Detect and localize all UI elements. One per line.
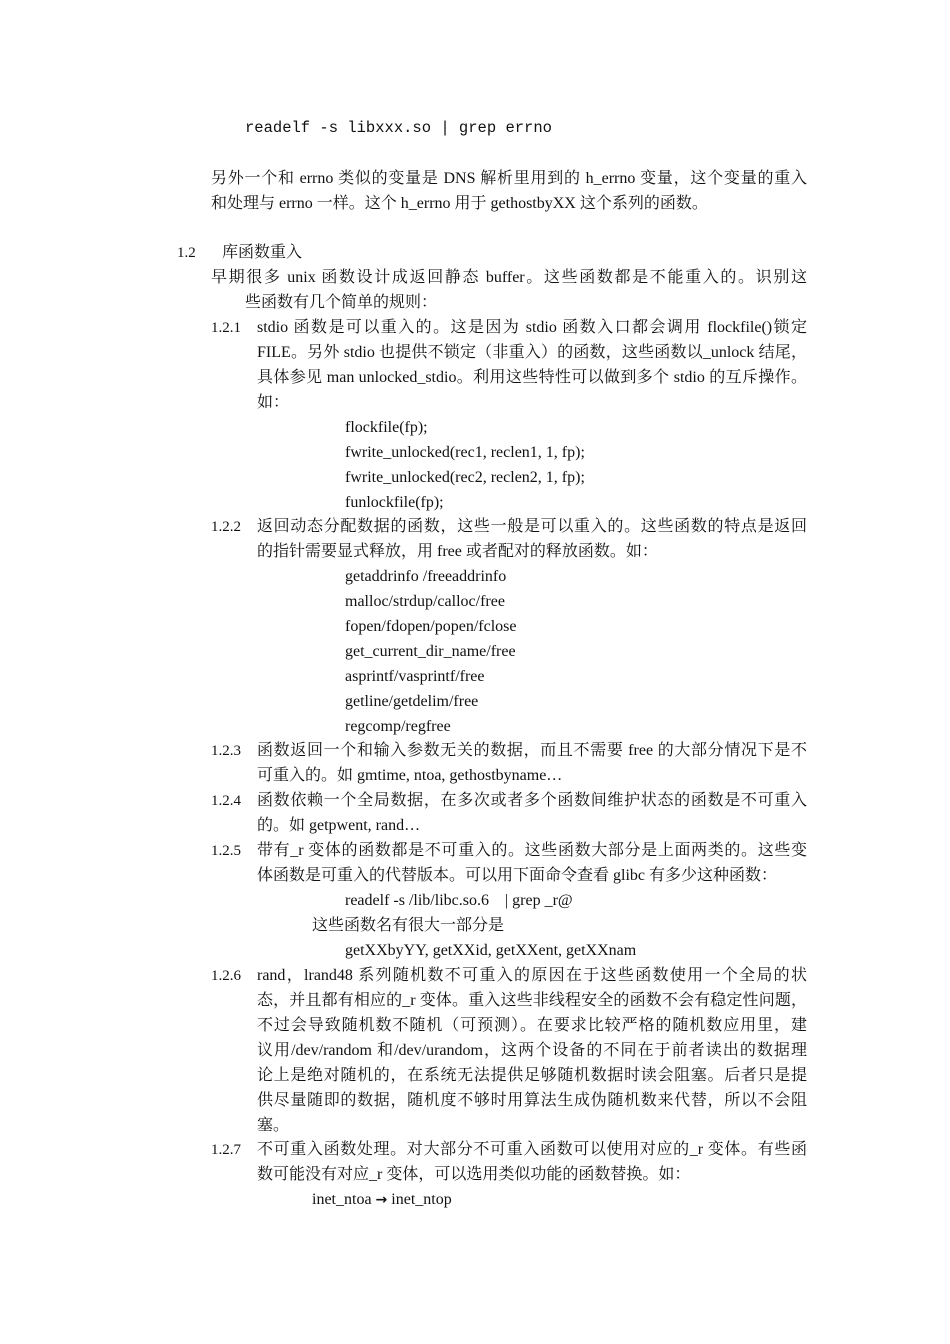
item-text-line: 议用/dev/random 和/dev/urandom，这两个设备的不同在于前者读出的数据理 bbox=[257, 1042, 807, 1059]
item-text-line: 返回动态分配数据的函数，这些一般是可以重入的。这些函数的特点是返回 bbox=[257, 518, 807, 535]
item-number: 1.2.1 bbox=[211, 320, 241, 336]
code-line: asprintf/vasprintf/free bbox=[345, 668, 485, 685]
section-lead-line-1: 早期很多 unix 函数设计成返回静态 buffer。这些函数都是不能重入的。识别这 bbox=[211, 269, 807, 286]
item-number: 1.2.2 bbox=[211, 519, 241, 535]
item-number: 1.2.7 bbox=[211, 1142, 241, 1158]
replacement-from: inet_ntoa bbox=[312, 1191, 372, 1208]
item-text-line: stdio 函数是可以重入的。这是因为 stdio 函数入口都会调用 flockfile()锁定 bbox=[257, 319, 807, 336]
item-text-line: 函数返回一个和输入参数无关的数据，而且不需要 free 的大部分情况下是不 bbox=[257, 742, 807, 759]
code-line: getline/getdelim/free bbox=[345, 693, 479, 710]
item-text-line: 的。如 getpwent, rand… bbox=[257, 817, 421, 834]
item-text-line: 如： bbox=[257, 394, 290, 411]
code-command: readelf -s libxxx.so | grep errno bbox=[245, 119, 552, 137]
intro-line-1: 另外一个和 errno 类似的变量是 DNS 解析里用到的 h_errno 变量，这个变量的重入 bbox=[211, 170, 807, 187]
item-text-line: 供尽量随即的数据，随机度不够时用算法生成伪随机数来代替，所以不会阻 bbox=[257, 1092, 807, 1109]
item-number: 1.2.4 bbox=[211, 793, 241, 809]
code-line: fopen/fdopen/popen/fclose bbox=[345, 618, 517, 635]
item-text-line: 可重入的。如 gmtime, ntoa, gethostbyname… bbox=[257, 767, 563, 784]
code-line: getXXbyYY, getXXid, getXXent, getXXnam bbox=[345, 942, 637, 959]
item-text-line: rand，lrand48 系列随机数不可重入的原因在于这些函数使用一个全局的状 bbox=[257, 967, 807, 984]
arrow-right-icon: → bbox=[375, 1192, 388, 1208]
item-text-line: 不过会导致随机数不随机（可预测）。在要求比较严格的随机数应用里，建 bbox=[257, 1017, 807, 1034]
item-text-line: 论上是绝对随机的，在系统无法提供足够随机数据时读会阻塞。后者只是提 bbox=[257, 1067, 807, 1084]
item-text-line: 带有_r 变体的函数都是不可重入的。这些函数大部分是上面两类的。这些变 bbox=[257, 842, 807, 859]
item-number: 1.2.3 bbox=[211, 743, 241, 759]
item-text-line: 态，并且都有相应的_r 变体。重入这些非线程安全的函数不会有稳定性问题， bbox=[257, 992, 807, 1009]
item-text-line: 体函数是可重入的代替版本。可以用下面命令查看 glibc 有多少这种函数： bbox=[257, 867, 777, 884]
item-text-line: 数可能没有对应_r 变体，可以选用类似功能的函数替换。如： bbox=[257, 1166, 691, 1183]
item-text-line: FILE。另外 stdio 也提供不锁定（非重入）的函数，这些函数以_unlock 结尾， bbox=[257, 344, 807, 361]
code-line: flockfile(fp); bbox=[345, 419, 428, 436]
intro-line-2: 和处理与 errno 一样。这个 h_errno 用于 gethostbyXX 这个系列的函数。 bbox=[211, 195, 708, 212]
code-line: fwrite_unlocked(rec2, reclen2, 1, fp); bbox=[345, 469, 585, 486]
section-lead-line-2: 些函数有几个简单的规则： bbox=[245, 294, 438, 311]
code-line: fwrite_unlocked(rec1, reclen1, 1, fp); bbox=[345, 444, 585, 461]
item-text-line: 不可重入函数处理。对大部分不可重入函数可以使用对应的_r 变体。有些函 bbox=[257, 1141, 807, 1158]
item-text-line: 函数依赖一个全局数据，在多次或者多个函数间维护状态的函数是不可重入 bbox=[257, 792, 807, 809]
item-number: 1.2.6 bbox=[211, 968, 241, 984]
code-line: get_current_dir_name/free bbox=[345, 643, 516, 660]
item-text-line: 塞。 bbox=[257, 1117, 290, 1134]
code-line: readelf -s /lib/libc.so.6 | grep _r@ bbox=[345, 892, 573, 909]
section-title: 库函数重入 bbox=[222, 244, 303, 261]
section-number: 1.2 bbox=[177, 245, 196, 261]
code-line: funlockfile(fp); bbox=[345, 494, 444, 511]
replacement-to: inet_ntop bbox=[391, 1191, 452, 1208]
code-line: regcomp/regfree bbox=[345, 718, 451, 735]
code-line: malloc/strdup/calloc/free bbox=[345, 593, 505, 610]
replacement-line bbox=[312, 1188, 452, 1212]
note-line: 这些函数名有很大一部分是 bbox=[312, 917, 505, 934]
item-text-line: 的指针需要显式释放，用 free 或者配对的释放函数。如： bbox=[257, 543, 658, 560]
code-line: getaddrinfo /freeaddrinfo bbox=[345, 568, 507, 585]
item-text-line: 具体参见 man unlocked_stdio。利用这些特性可以做到多个 stdio 的互斥操作。 bbox=[257, 369, 807, 386]
item-number: 1.2.5 bbox=[211, 843, 241, 859]
